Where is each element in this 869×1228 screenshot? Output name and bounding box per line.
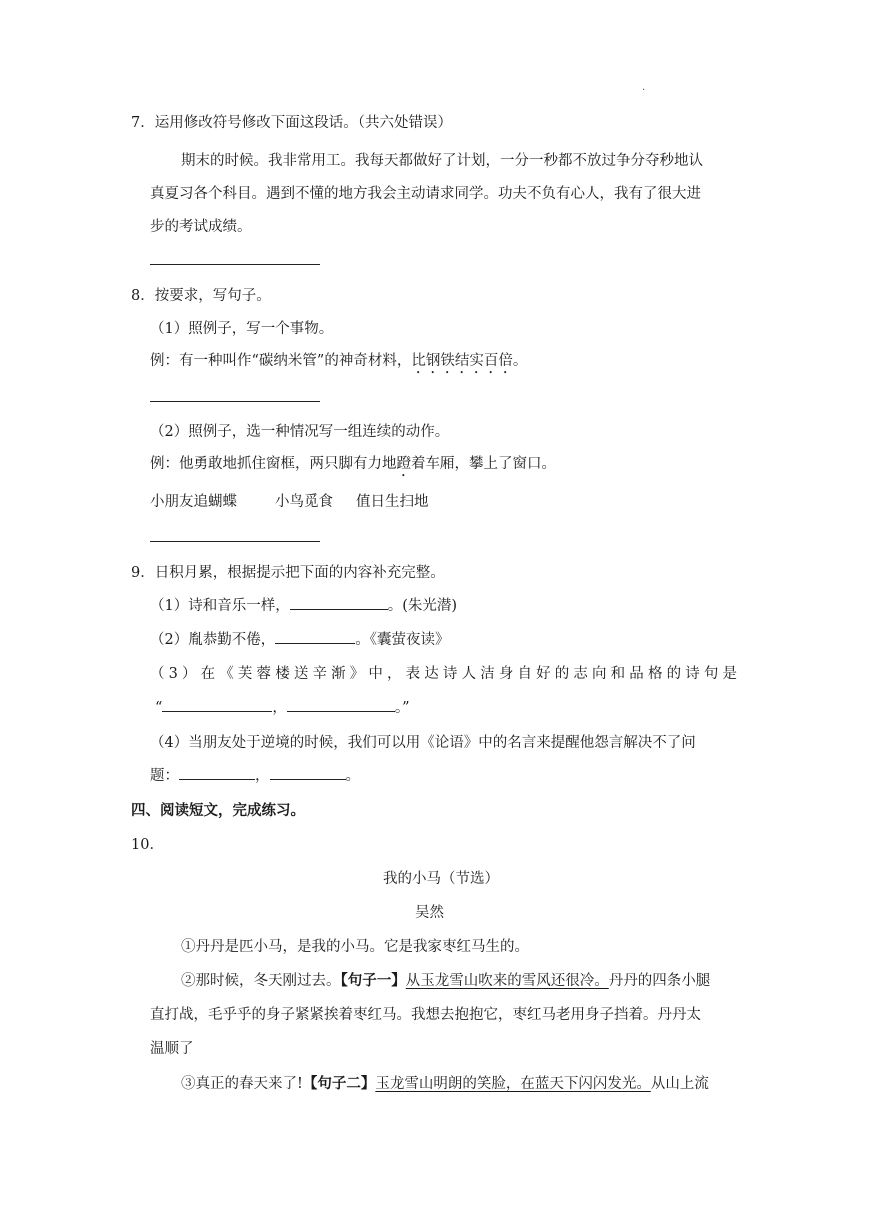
passage-paragraph-3-line-1 (181, 1072, 709, 1093)
q7-paragraph-line-2: 真夏习各个科目。遇到不懂的地方我会主动请求同学。功夫不负有心人，我有了很大进 (150, 186, 701, 202)
q9-item-3-blank-1[interactable] (162, 710, 272, 712)
q9-item-3-open-quote: “ (155, 700, 163, 716)
passage-paragraph-2-line-1 (181, 969, 710, 990)
q8-part2-prompt: （2）照例子，选一种情况写一组连续的动作。 (150, 424, 450, 440)
q8-part1-example-suffix: 。 (512, 353, 528, 369)
q9-item-2-source: 。《囊萤夜读》 (355, 632, 450, 648)
p3-lead: ③真正的春天来了! (181, 1076, 303, 1092)
q8-part2-example-emphasis: 蹬 (396, 456, 411, 472)
q8-option-3: 值日生扫地 (356, 494, 429, 510)
q7-paragraph-line-1: 期末的时候。我非常用工。我每天都做好了计划，一分一秒都不放过争分夺秒地认 (181, 153, 703, 169)
q9-item-3-line-2 (155, 696, 410, 717)
q8-part1-example-emphasis: 比钢铁结实百倍 (411, 353, 513, 369)
passage-author: 吴然 (415, 905, 444, 921)
p3-tail: 从山上流 (650, 1076, 709, 1092)
q7-answer-line[interactable] (150, 264, 320, 265)
q9-item-4-blank-2[interactable] (270, 778, 346, 780)
q9-item-4-line-1: （4）当朋友处于逆境的时候，我们可以用《论语》中的名言来提醒他怨言解决不了问 (150, 735, 696, 751)
q9-item-4-end: 。 (345, 768, 360, 784)
q9-item-2 (150, 628, 449, 649)
passage-paragraph-2-line-2: 直打战，毛乎乎的身子紧紧挨着枣红马。我想去抱抱它，枣红马老用身子挡着。丹丹太 (150, 1007, 701, 1023)
q9-item-2-text: （2）胤恭勤不倦， (150, 632, 276, 648)
q9-item-3-close: 。” (394, 700, 410, 716)
q9-item-4-line-2 (150, 764, 360, 785)
q7-paragraph-line-3: 步的考试成绩。 (150, 219, 252, 235)
section-4-heading: 四、阅读短文，完成练习。 (131, 802, 305, 819)
q8-part2-example-a: 例：他勇敢地抓住窗框，两只脚有力地 (150, 456, 397, 472)
q9-item-2-blank[interactable] (275, 642, 355, 644)
passage-paragraph-2-line-3: 温顺了 (150, 1041, 194, 1057)
q9-item-1-source: 。(朱光潜) (387, 598, 458, 614)
q9-item-3-comma: ， (272, 700, 287, 716)
q9-item-3-line-1: （3）在《芙蓉楼送辛渐》中，表达诗人洁身自好的志向和品格的诗句是 (150, 666, 737, 682)
q8-part1-example (150, 349, 527, 377)
q9-item-1-text: （1）诗和音乐一样， (150, 598, 290, 614)
q9-item-1-blank[interactable] (290, 608, 388, 610)
q8-part2-example (150, 452, 556, 480)
question-9-title: 9．日积月累，根据提示把下面的内容补充完整。 (131, 565, 445, 581)
passage-title: 我的小马（节选） (383, 871, 499, 887)
q8-part2-example-b: 着车厢，攀上了窗口。 (411, 456, 556, 472)
q9-item-4-prefix: 题： (150, 768, 179, 784)
q9-item-4-blank-1[interactable] (179, 778, 255, 780)
question-7-title: 7．运用修改符号修改下面这段话。（共六处错误） (131, 115, 452, 131)
sentence-1-tag: 【句子一】 (340, 972, 406, 989)
question-10-number: 10． (131, 837, 164, 853)
q8-part1-prompt: （1）照例子，写一个事物。 (150, 321, 334, 337)
q8-part1-answer-line[interactable] (150, 401, 320, 402)
q8-part2-answer-line[interactable] (150, 541, 320, 542)
q9-item-4-comma: ， (255, 768, 270, 784)
q8-part1-example-prefix: 例：有一种叫作“碳纳米管”的神奇材料， (150, 353, 412, 369)
corner-mark: . (642, 82, 646, 93)
q8-option-2: 小鸟觅食 (275, 494, 333, 510)
sentence-2-underlined: 玉龙雪山明朗的笑脸，在蓝天下闪闪发光。 (375, 1076, 651, 1092)
sentence-1-underlined: 从玉龙雪山吹来的雪风还很冷。 (405, 973, 609, 989)
question-8-title: 8．按要求，写句子。 (131, 288, 271, 304)
q9-item-3-blank-2[interactable] (287, 710, 395, 712)
p2-lead: ②那时候，冬天刚过去。 (181, 973, 341, 989)
q8-option-1: 小朋友追蝴蝶 (150, 494, 237, 510)
passage-paragraph-1: ①丹丹是匹小马，是我的小马。它是我家枣红马生的。 (181, 939, 529, 955)
q9-item-1 (150, 594, 457, 615)
sentence-2-tag: 【句子二】 (302, 1075, 376, 1092)
p2-tail: 丹丹的四条小腿 (608, 973, 711, 989)
